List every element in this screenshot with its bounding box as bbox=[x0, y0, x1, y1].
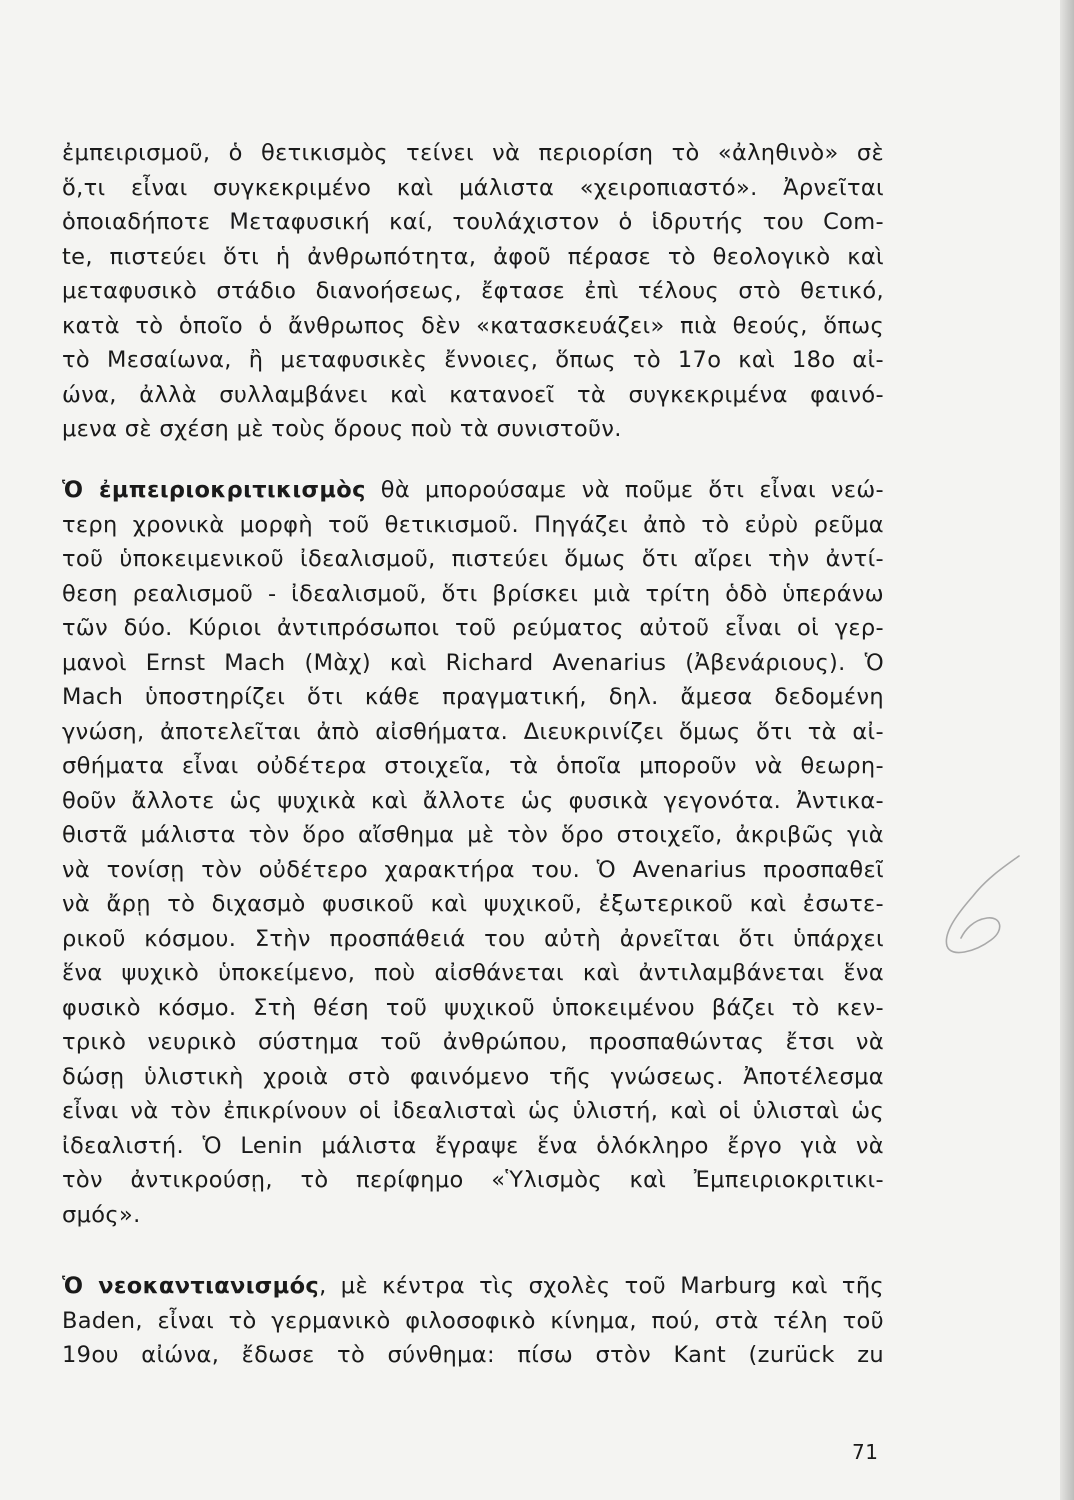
first-line-rest: , μὲ κέντρα τὶς σχολὲς τοῦ Marburg καὶ τῆς bbox=[319, 1273, 884, 1299]
text-line: τοῦ ὑποκειμενικοῦ ἰδεαλισμοῦ, πιστεύει ὅμως ὅτι αἴρει τὴν ἀντί- bbox=[62, 546, 884, 572]
text-line: νὰ τονίσῃ τὸν οὐδέτερο χαρακτήρα του. Ὁ Avenarius προσπαθεῖ bbox=[62, 856, 884, 883]
paragraph-neo-kantianism bbox=[62, 1269, 884, 1373]
text-line: μεταφυσικὸ στάδιο διανοήσεως, ἔφτασε ἐπὶ τέλους στὸ θετικό, bbox=[62, 278, 884, 304]
text-line: ρικοῦ κόσμου. Στὴν προσπάθειά του αὐτὴ ἀρνεῖται ὅτι ὑπάρχει bbox=[62, 925, 884, 952]
paragraph-first-line bbox=[62, 473, 884, 508]
text-line: ἐμπειρισμοῦ, ὁ θετικισμὸς τείνει νὰ περιορίση τὸ «ἀληθινὸ» σὲ bbox=[62, 140, 884, 166]
text-line: δώσῃ ὑλιστικὴ χροιὰ στὸ φαινόμενο τῆς γνώσεως. Ἀποτέλεσμα bbox=[62, 1063, 884, 1090]
text-line: ώνα, ἀλλὰ συλλαμβάνει καὶ κατανοεῖ τὰ συγκεκριμένα φαινό- bbox=[62, 381, 884, 408]
text-line: θιστᾶ μάλιστα τὸν ὅρο αἴσθημα μὲ τὸν ὅρο στοιχεῖο, ἀκριβῶς γιὰ bbox=[62, 822, 884, 848]
paragraph-empiricism-positivism bbox=[62, 136, 884, 447]
text-line: θεση ρεαλισμοῦ - ἰδεαλισμοῦ, ὅτι βρίσκει μιὰ τρίτη ὁδὸ ὑπεράνω bbox=[62, 580, 884, 607]
text-line: Mach ὑποστηρίζει ὅτι κάθε πραγματική, δηλ. ἄμεσα δεδομένη bbox=[62, 684, 884, 710]
handwritten-pencil-mark bbox=[935, 848, 1035, 958]
text-line: ἕνα ψυχικὸ ὑποκείμενο, ποὺ αἰσθάνεται καὶ ἀντιλαμβάνεται ἕνα bbox=[62, 960, 884, 986]
text-line: κατὰ τὸ ὁποῖο ὁ ἄνθρωπος δὲν «κατασκευάζει» πιὰ θεούς, ὅπως bbox=[62, 312, 884, 339]
paragraph-empiriocriticism bbox=[62, 473, 884, 1232]
page-edge bbox=[1060, 0, 1074, 1500]
text-line: νὰ ἄρῃ τὸ διχασμὸ φυσικοῦ καὶ ψυχικοῦ, ἐξωτερικοῦ καὶ ἐσωτε- bbox=[62, 891, 884, 917]
text-line: γνώση, ἀποτελεῖται ἀπὸ αἰσθήματα. Διευκρινίζει ὅμως ὅτι τὰ αἰ- bbox=[62, 718, 884, 745]
text-line: τρικὸ νευρικὸ σύστημα τοῦ ἀνθρώπου, προσπαθώντας ἔτσι νὰ bbox=[62, 1029, 884, 1055]
paragraph-first-line bbox=[62, 1269, 884, 1304]
text-line: ὅ,τι εἶναι συγκεκριμένο καὶ μάλιστα «χειροπιαστό». Ἀρνεῖται bbox=[62, 174, 884, 201]
text-line: 19ου αἰώνα, ἔδωσε τὸ σύνθημα: πίσω στὸν Kant (zurück zu bbox=[62, 1342, 884, 1368]
text-line: θοῦν ἄλλοτε ὡς ψυχικὰ καὶ ἄλλοτε ὡς φυσικὰ γεγονότα. Ἀντικα- bbox=[62, 787, 884, 814]
text-line: te, πιστεύει ὅτι ἡ ἀνθρωπότητα, ἀφοῦ πέρασε τὸ θεολογικὸ καὶ bbox=[62, 243, 884, 270]
text-line: μανοὶ Ernst Mach (Μὰχ) καὶ Richard Avenarius (Ἀβενάριους). Ὁ bbox=[62, 649, 884, 676]
text-line: ἰδεαλιστή. Ὁ Lenin μάλιστα ἔγραψε ἕνα ὁλόκληρο ἔργο γιὰ νὰ bbox=[62, 1132, 884, 1159]
term-empiriocriticism: Ὁ ἐμπειριοκριτικισμὸς bbox=[62, 477, 366, 503]
page-number: 71 bbox=[852, 1440, 879, 1464]
text-line: φυσικὸ κόσμο. Στὴ θέση τοῦ ψυχικοῦ ὑποκειμένου βάζει τὸ κεν- bbox=[62, 994, 884, 1021]
text-line: εἶναι νὰ τὸν ἐπικρίνουν οἱ ἰδεαλισταὶ ὡς ὑλιστή, καὶ οἱ ὑλισταὶ ὡς bbox=[62, 1098, 884, 1124]
text-line: μενα σὲ σχέση μὲ τοὺς ὅρους ποὺ τὰ συνιστοῦν. bbox=[62, 416, 622, 442]
text-line: σμός». bbox=[62, 1201, 141, 1228]
term-neo-kantianism: Ὁ νεοκαντιανισμός bbox=[62, 1273, 320, 1299]
text-line: τῶν δύο. Κύριοι ἀντιπρόσωποι τοῦ ρεύματος αὐτοῦ εἶναι οἱ γερ- bbox=[62, 615, 884, 641]
text-line: ὁποιαδήποτε Μεταφυσική καί, τουλάχιστον ὁ ἱδρυτής του Com- bbox=[62, 209, 884, 235]
text-line: Baden, εἶναι τὸ γερμανικὸ φιλοσοφικὸ κίνημα, πού, στὰ τέλη τοῦ bbox=[62, 1307, 884, 1334]
text-line: τὸν ἀντικρούσῃ, τὸ περίφημο «Ὑλισμὸς καὶ Ἐμπειριοκριτικι- bbox=[62, 1167, 884, 1193]
text-line: τὸ Μεσαίωνα, ἢ μεταφυσικὲς ἔννοιες, ὅπως τὸ 17ο καὶ 18ο αἰ- bbox=[62, 347, 884, 373]
text-line: σθήματα εἶναι οὐδέτερα στοιχεῖα, τὰ ὁποῖα μποροῦν νὰ θεωρη- bbox=[62, 753, 884, 779]
text-line: τερη χρονικὰ μορφὴ τοῦ θετικισμοῦ. Πηγάζει ἀπὸ τὸ εὐρὺ ρεῦμα bbox=[62, 511, 884, 538]
first-line-rest: θὰ μπορούσαμε νὰ ποῦμε ὅτι εἶναι νεώ- bbox=[365, 477, 884, 503]
